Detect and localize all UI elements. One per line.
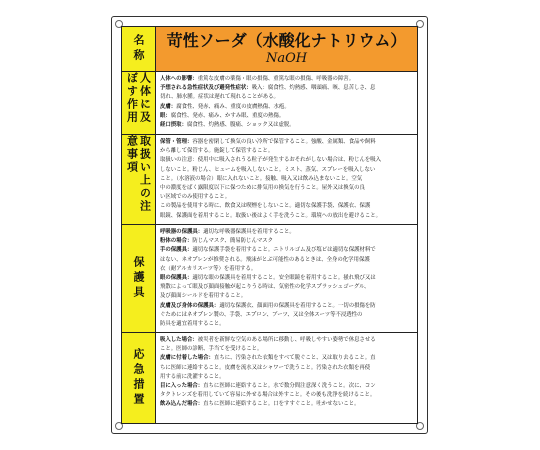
line-text: タクトレンズを着用していて容易に外せる場合は外すこと。その後も洗浄を続けること。 (160, 392, 376, 399)
protection-content (156, 225, 417, 332)
line-text: 及び顔面シールドを着用すること。 (160, 293, 247, 300)
line-text: 腐食性、発赤、痛み、重度の皮膚熱傷、水疱。 (176, 103, 290, 110)
text-line (160, 292, 413, 301)
line-heading: 粉体の場合： (160, 238, 193, 245)
line-text: 適切な眼の保護具を着用すること。安全眼鏡を着用すること。掻れ飛び又は (192, 275, 376, 282)
protection-row (122, 225, 417, 333)
text-line (160, 228, 413, 237)
line-text: 用する前に洗濯すること。 (160, 373, 225, 380)
line-text: 吸入：腐食性、灼熱感、咽頭痛、咳、息苦しさ、息 (251, 85, 376, 92)
firstaid-row (122, 333, 417, 423)
line-heading: 予想される急性症状及び避発性症状： (160, 85, 252, 92)
line-text: 取扱いの注意：使用中に吸入されうる粒子が発生するおそれがしない場合は、粉じんを吸入 (160, 157, 382, 164)
line-text: から離して保管する。施錠して保管すること。 (160, 148, 274, 155)
text-line (160, 237, 413, 246)
text-line (160, 354, 413, 363)
line-text: しないこと。粉じん、ヒュームを吸入しないこと。ミスト、蒸気、スプレーを吸入しない (160, 166, 376, 173)
line-text: 適切な保護衣、顔面用の保護具を着用すること。一切の損傷を防 (219, 302, 376, 309)
handling-label: 取扱い上の注意事項 (125, 135, 152, 213)
line-heading: 眼の保護具： (160, 275, 193, 282)
text-line (160, 166, 413, 175)
text-line (160, 283, 413, 292)
name-cell (156, 27, 417, 71)
text-line (160, 156, 413, 165)
text-line (160, 320, 413, 329)
text-line (160, 373, 413, 382)
line-heading: 皮膚及び身体の保護具： (160, 302, 220, 309)
text-line (160, 274, 413, 283)
text-line (160, 345, 413, 354)
effects-label: 人体に及ぼす作用 (125, 72, 152, 124)
line-text: こと。医師の診断、手当てを受けること。 (160, 346, 263, 353)
firstaid-label-cell (122, 333, 156, 423)
text-line (160, 400, 413, 409)
line-heading: 吸入した場合： (160, 337, 198, 343)
line-text: 適切な保護手袋を着用すること。ニトリルゴム及び塩ビは適切な保護材料で (192, 247, 376, 254)
line-text: ぐためにはネオプレン製の、手袋、エプロン、ブーツ、又は全体スーツ等不浸透性の (160, 311, 363, 318)
text-line (160, 364, 413, 373)
protection-label-cell (122, 225, 156, 332)
info-table (121, 26, 418, 424)
text-line (160, 121, 413, 130)
firstaid-content (156, 333, 417, 423)
line-text: こと。（水溶液の場合）眼に入れないこと。接触、吸入又は飲み込まないこと。空気 (160, 175, 363, 182)
text-line (160, 75, 413, 84)
line-text: 中の濃度をばく露限度以下に保つために排気用の換気を行うこと。屋外又は換気の良 (160, 185, 365, 192)
line-text: 容器を密閉して換気の良い冷所で保管すること。強酸、金属類、食品や飼料 (192, 139, 376, 145)
text-line (160, 93, 413, 102)
line-heading: 皮膚： (160, 103, 177, 110)
line-heading: 皮膚に付着した場合： (160, 355, 214, 362)
line-text: ちに医師に連絡すること。皮膚を流水又はシャワーで洗うこと。汚染された衣類を再使 (160, 364, 371, 371)
chemical-name: 苛性ソーダ（水酸化ナトリウム） (166, 31, 407, 50)
handling-row (122, 135, 417, 225)
text-line (160, 138, 413, 147)
line-text: 被災者を新鮮な空気のある場所に移動し、呼吸しやすい姿勢で休息させる (197, 337, 376, 343)
line-heading: 保管・管理： (160, 139, 193, 145)
chemical-formula: NaOH (265, 51, 308, 66)
text-line (160, 256, 413, 265)
text-line (160, 84, 413, 93)
line-text: 直ちに、汚染された衣類をすべて脱ぐこと、又は取り去ること。直 (213, 355, 376, 362)
line-text: 切れ、肺水腫。症状は遅れて現れることがある。 (160, 94, 279, 101)
name-row (122, 27, 417, 72)
line-text: 腐食性、発赤、痛み、かすみ眼、重度の熱傷。 (170, 112, 285, 119)
line-heading: 飲み込んだ場合： (160, 401, 204, 408)
effects-row (122, 72, 417, 135)
line-heading: 人体への影響： (160, 76, 198, 82)
text-line (160, 302, 413, 311)
text-line (160, 391, 413, 400)
line-heading: 手の保護具： (160, 247, 193, 254)
text-line (160, 175, 413, 184)
line-text: 眼鏡、保護面を着用すること。取扱い後はよく手を洗うこと。環境への放出を避けること。 (160, 212, 382, 219)
line-text: 重篤な皮膚の薬傷・眼の損傷、重篤な眼の損傷、呼吸器の障害。 (197, 76, 355, 82)
effects-label-cell (122, 72, 156, 134)
chemical-safety-sign (111, 16, 428, 434)
line-text: はない、ネオプレンが推奨される。飛沫がとぶ可能性のあるときは、全身の化学用保護 (160, 256, 370, 263)
line-heading: 眼： (160, 112, 171, 119)
text-line (160, 147, 413, 156)
line-text: 防じんマスク、簡易防じんマスク (192, 238, 274, 245)
text-line (160, 336, 413, 345)
effects-content (156, 72, 417, 134)
handling-content (156, 135, 417, 224)
line-text: 適切な呼吸器保護具を着用すること。 (203, 229, 295, 235)
text-line (160, 265, 413, 274)
name-label: 名称 (132, 34, 145, 64)
line-text: 衣（耐アルカリスーツ等）を着用する。 (160, 265, 257, 272)
text-line (160, 202, 413, 211)
line-text: 直ちに医師に連絡すること。口をすすぐこと。吐かせないこと。 (203, 401, 360, 408)
line-heading: 経口摂取： (160, 122, 187, 129)
line-heading: 目に入った場合： (160, 383, 204, 390)
text-line (160, 193, 413, 202)
line-text: この製品を使用する時に、飲食又は喫煙をしないこと。適切な保護手袋、保護衣、保護 (160, 203, 371, 210)
protection-label: 保護具 (132, 256, 145, 301)
text-line (160, 311, 413, 320)
line-text: 腐食性、灼熱感、腹痛、ショック又は虚脱。 (186, 122, 295, 129)
line-text: 防具を適宜着用すること。 (160, 321, 225, 328)
line-heading: 呼吸器の保護具： (160, 229, 204, 235)
line-text: 直ちに医師に連絡すること。水で数分間注意深く洗うこと。次に、コン (203, 383, 376, 390)
text-line (160, 103, 413, 112)
handling-label-cell (122, 135, 156, 224)
line-text: 飛散によって眼及び顔面接触が起こりうる時は、気密性の化学スプラッシュゴーグル、 (160, 284, 370, 291)
firstaid-label: 応急措置 (132, 348, 145, 408)
text-line (160, 382, 413, 391)
text-line (160, 212, 413, 221)
text-line (160, 112, 413, 121)
line-text: い区域でのみ使用すること。 (160, 194, 231, 201)
text-line (160, 246, 413, 255)
text-line (160, 184, 413, 193)
name-label-cell (122, 27, 156, 71)
